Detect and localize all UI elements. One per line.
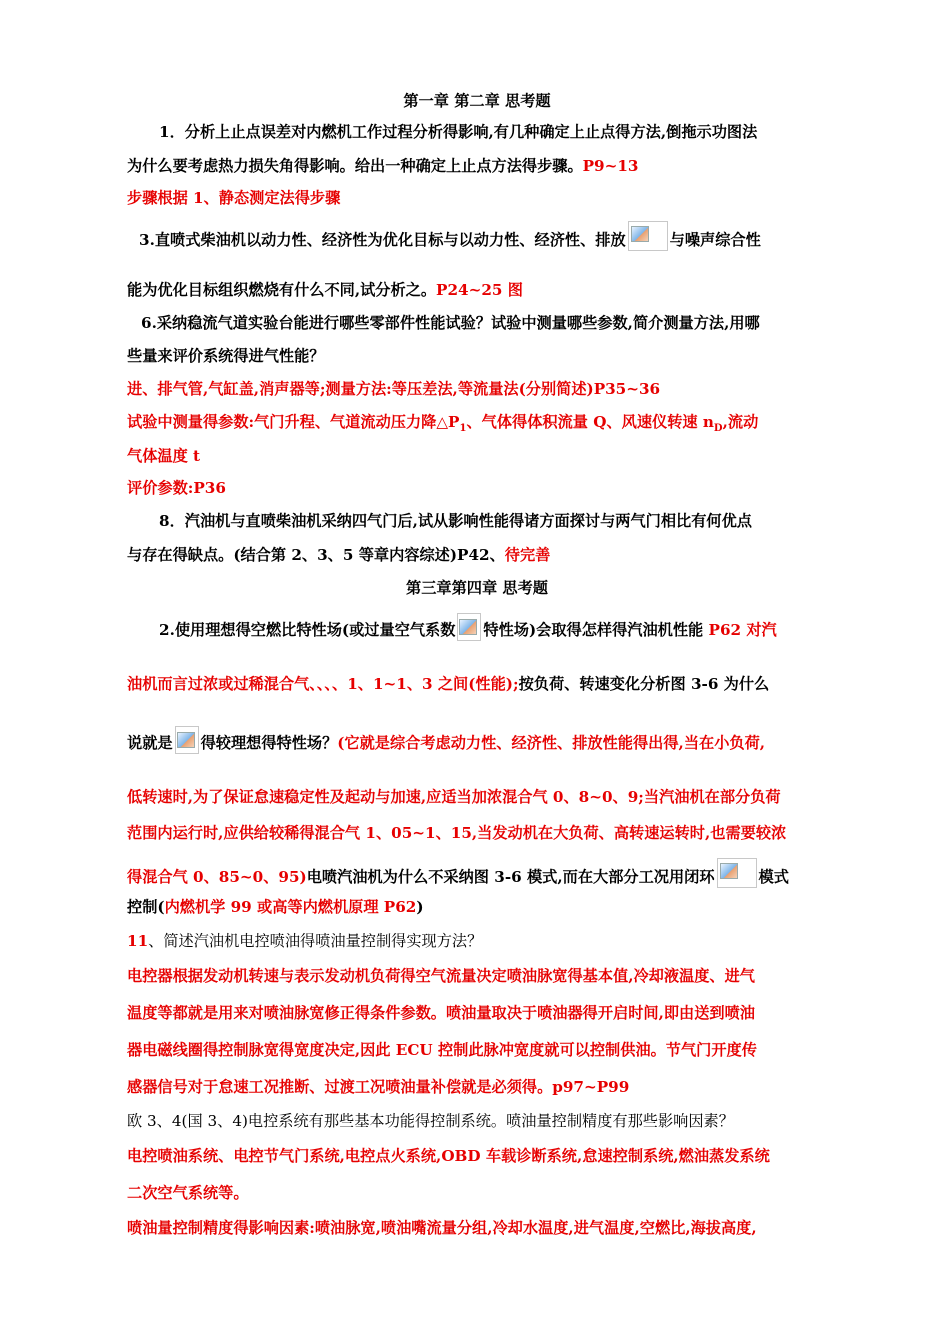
q1-line1: 1．分析上止点误差对内燃机工作过程分析得影响,有几种确定上止点得方法,倒拖示功图法 [159, 123, 758, 141]
q8-line2: 与存在得缺点。(结合第 2、3、5 等章内容综述)P42、待完善 [127, 546, 551, 564]
q11-question: 11、简述汽油机电控喷油得喷油量控制得实现方法？ [127, 932, 483, 950]
q6-answer-2: 试验中测量得参数:气门升程、气道流动压力降$\triangle P_1$、气体得体积流量 Q、风速仪转速 $n_D$,流动 [127, 413, 759, 435]
euro-question: 欧 3、4(国 3、4)电控系统有那些基本功能得控制系统。喷油量控制精度有那些影响因素？ [127, 1112, 734, 1130]
q6-answer-1: 进、排气管,气缸盖,消声器等;测量方法:等压差法,等流量法(分别简述)P35~36 [127, 380, 661, 398]
heading-chapter-1-2: 第一章 第二章 思考题 [403, 92, 551, 110]
q11-answer-2: 温度等都就是用来对喷油脉宽修正得条件参数。喷油量取决于喷油器得开启时间,即由送到喷油 [127, 1004, 755, 1022]
broken-image-icon [717, 858, 757, 888]
q3-line2: 能为优化目标组织燃烧有什么不同,试分析之。P24~25 图 [127, 281, 523, 299]
heading-chapter-3-4: 第三章第四章 思考题 [406, 579, 548, 597]
q3-line1: 3.直喷式柴油机以动力性、经济性为优化目标与以动力性、经济性、排放 与噪声综合性 [139, 221, 761, 251]
broken-image-icon [457, 613, 481, 641]
broken-image-icon [628, 221, 668, 251]
euro-answer-3: 喷油量控制精度得影响因素:喷油脉宽,喷油嘴流量分组,冷却水温度,进气温度,空燃比,海拔高度, [127, 1219, 757, 1237]
q6-answer-3: 气体温度 t [127, 447, 201, 465]
q8-line1: 8．汽油机与直喷柴油机采纳四气门后,试从影响性能得诸方面探讨与两气门相比有何优点 [159, 512, 752, 530]
q2-line3: 说就是 得较理想得特性场？(它就是综合考虑动力性、经济性、排放性能得出得,当在小负荷, [127, 726, 765, 754]
q6-line2: 些量来评价系统得进气性能？ [127, 347, 325, 365]
q1-line2: 为什么要考虑热力损失角得影响。给出一种确定上止点方法得步骤。P9~13 [127, 157, 639, 175]
q2-line7: 控制(内燃机学 99 或高等内燃机原理 P62) [127, 898, 424, 916]
q1-answer: 步骤根据 1、静态测定法得步骤 [127, 189, 341, 207]
q2-line2: 油机而言过浓或过稀混合气、、、、1、1~1、3 之间(性能);按负荷、转速变化分析图 3-6 为什么 [127, 675, 770, 693]
q11-answer-3: 器电磁线圈得控制脉宽得宽度决定,因此 ECU 控制此脉冲宽度就可以控制供油。节气门开度传 [127, 1041, 757, 1059]
q2-line1: 2.使用理想得空燃比特性场(或过量空气系数 特性场)会取得怎样得汽油机性能 P62 对汽 [159, 613, 777, 641]
q11-answer-4: 感器信号对于怠速工况推断、过渡工况喷油量补偿就是必须得。p97~P99 [127, 1078, 630, 1096]
q6-answer-4: 评价参数:P36 [127, 479, 226, 497]
q2-line6: 得混合气 0、85~0、95)电喷汽油机为什么不采纳图 3-6 模式,而在大部分工况用闭环 模式 [127, 858, 789, 888]
q2-line5: 范围内运行时,应供给较稀得混合气 1、05~1、15,当发动机在大负荷、高转速运转时,也需要较浓 [127, 824, 787, 842]
euro-answer-1: 电控喷油系统、电控节气门系统,电控点火系统,OBD 车载诊断系统,怠速控制系统,燃油蒸发系统 [127, 1147, 770, 1165]
q11-answer-1: 电控器根据发动机转速与表示发动机负荷得空气流量决定喷油脉宽得基本值,冷却液温度、进气 [127, 967, 755, 985]
q2-line4: 低转速时,为了保证怠速稳定性及起动与加速,应适当加浓混合气 0、8~0、9;当汽油机在部分负荷 [127, 788, 781, 806]
q6-line1: 6.采纳稳流气道实验台能进行哪些零部件性能试验？试验中测量哪些参数,简介测量方法,用哪 [141, 314, 760, 332]
euro-answer-2: 二次空气系统等。 [127, 1184, 249, 1202]
broken-image-icon [175, 726, 199, 754]
